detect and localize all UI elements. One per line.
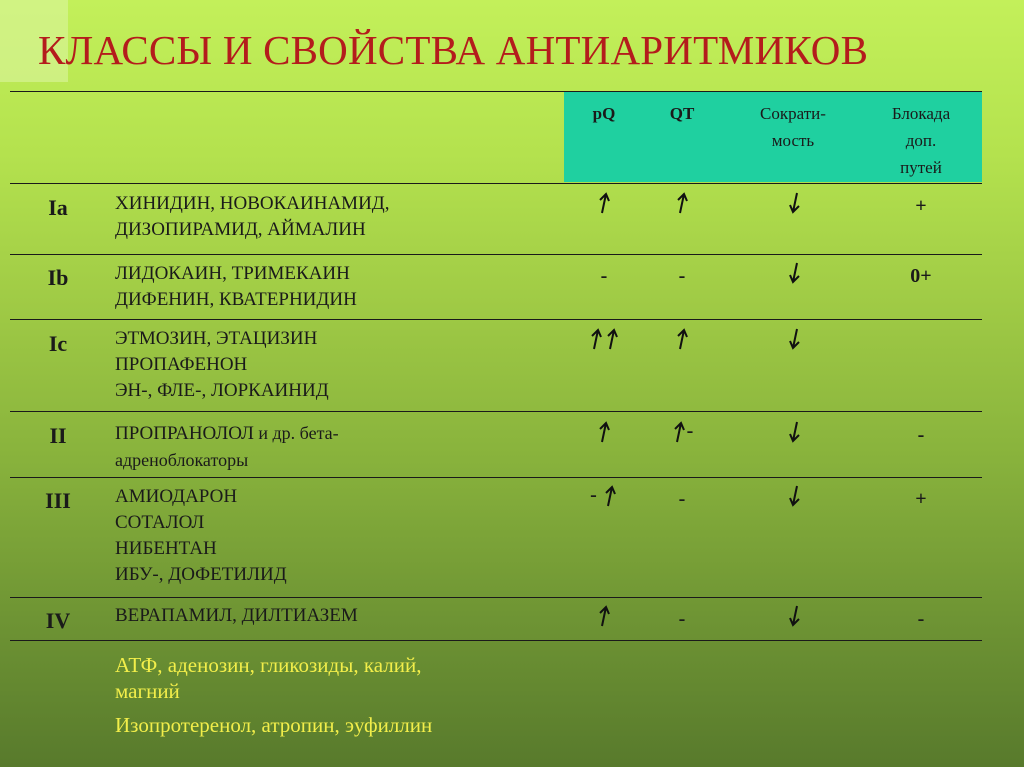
class-label: II: [49, 423, 67, 448]
blockade-cell: +: [915, 488, 927, 510]
drug-list: ПРОПРАНОЛОЛ и др. бета- адреноблокаторы: [115, 423, 339, 470]
contractility-cell: [765, 261, 825, 284]
row-divider: [10, 411, 982, 412]
row-divider: [10, 319, 982, 320]
row-divider: [10, 477, 982, 478]
blockade-cell: -: [917, 424, 925, 446]
blockade-cell: +: [915, 195, 927, 217]
class-label: Ia: [48, 195, 68, 220]
contractility-cell: [765, 420, 825, 443]
header-pq: pQ: [592, 104, 616, 123]
contractility-cell: [765, 604, 825, 627]
class-label: IV: [45, 608, 71, 633]
pq-cell: [574, 327, 634, 350]
row-divider: [10, 597, 982, 598]
drug-list: АМИОДАРОН СОТАЛОЛ НИБЕНТАН ИБУ-, ДОФЕТИЛИД: [115, 486, 287, 585]
arrow-down-icon: [787, 328, 803, 350]
arrow-up-icon: [596, 421, 612, 443]
header-qt: QT: [669, 104, 695, 123]
header-blockade: Блокада доп. путей: [891, 104, 951, 177]
pq-cell: [574, 420, 634, 443]
class-label: Ib: [47, 265, 69, 290]
arrow-down-icon: [787, 421, 803, 443]
drug-list: ХИНИДИН, НОВОКАИНАМИД, ДИЗОПИРАМИД, АЙМАЛИН: [115, 193, 390, 240]
row-divider: [10, 254, 982, 255]
arrow-up-icon: [588, 328, 604, 350]
row-divider: [10, 183, 982, 184]
qt-cell: -: [678, 265, 686, 287]
arrow-up-icon: [671, 421, 687, 443]
arrow-down-icon: [787, 192, 803, 214]
contractility-cell: [765, 191, 825, 214]
arrow-up-icon: [602, 485, 618, 507]
drug-list: ЭТМОЗИН, ЭТАЦИЗИН ПРОПАФЕНОН ЭН-, ФЛЕ-, ЛОРКАИНИД: [115, 328, 329, 401]
drug-list: ЛИДОКАИН, ТРИМЕКАИН ДИФЕНИН, КВАТЕРНИДИН: [115, 263, 357, 310]
class-label: Ic: [48, 331, 68, 356]
pq-cell: -: [600, 265, 608, 287]
arrow-up-icon: [596, 192, 612, 214]
arrow-up-icon: [596, 605, 612, 627]
arrow-down-icon: [787, 605, 803, 627]
contractility-cell: [765, 484, 825, 507]
page-title: КЛАССЫ И СВОЙСТВА АНТИАРИТМИКОВ: [38, 27, 869, 73]
table-bottom-rule: [10, 640, 982, 641]
blockade-cell: 0+: [910, 265, 932, 287]
qt-cell: -: [678, 488, 686, 510]
pq-cell: [574, 191, 634, 214]
arrow-up-icon: [604, 328, 620, 350]
blockade-cell: -: [917, 608, 925, 630]
arrow-down-icon: [787, 485, 803, 507]
pq-cell: [574, 604, 634, 627]
pq-cell: -: [574, 484, 634, 507]
table-top-rule: [10, 91, 982, 92]
arrow-up-icon: [674, 192, 690, 214]
qt-cell: [652, 191, 712, 214]
qt-cell: -: [652, 420, 712, 443]
arrow-up-icon: [674, 328, 690, 350]
footer-notes: АТФ, аденозин, гликозиды, калий, магний Изопротеренол, атропин, эуфиллин: [115, 653, 433, 737]
drug-list: ВЕРАПАМИЛ, ДИЛТИАЗЕМ: [115, 605, 358, 626]
header-contractility: Сократи- мость: [760, 104, 826, 150]
arrow-down-icon: [787, 262, 803, 284]
contractility-cell: [765, 327, 825, 350]
qt-cell: [652, 327, 712, 350]
class-label: III: [45, 488, 71, 513]
qt-cell: -: [678, 608, 686, 630]
